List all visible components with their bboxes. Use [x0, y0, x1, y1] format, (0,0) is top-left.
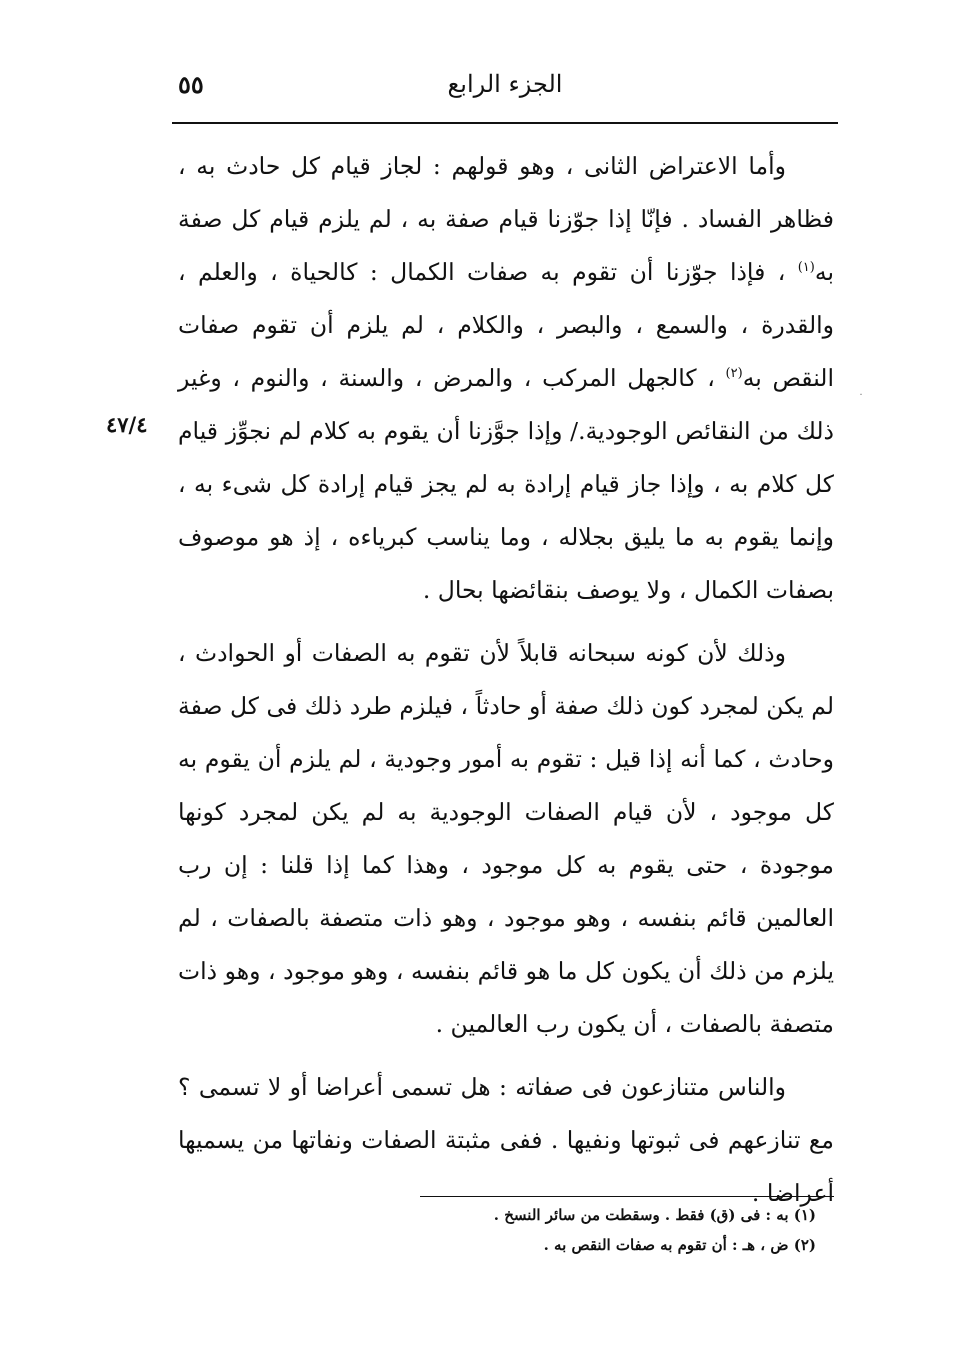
- footnote-ref-1: (١): [797, 260, 815, 276]
- running-title: الجزء الرابع: [447, 70, 563, 98]
- page-number: ٥٥: [178, 70, 204, 99]
- page-header: [170, 62, 840, 112]
- paragraph-2: وذلك لأن كونه سبحانه قابلاً لأن تقوم به الصفات أو الحوادث ، لم يكن لمجرد كون ذلك صفة أو حادثاً ، فيلزم طرد ذلك فى كل صفة وحادث ، كما أنه إذا قيل : تقوم به أمور وجودية ، لم يلزم أن يقوم به كل موجود ، لأن قيام الصفات الوجودية به لم يكن لمجرد كونها موجودة ، حتى يقوم به كل موجود ، وهذا كما إذا قلنا : إن رب العالمين قائم بنفسه ، وهو موجود ، وهو ذات متصفة بالصفات ، لم يلزم من ذلك أن يكون كل ما هو قائم بنفسه ، وهو موجود ، وهو ذات متصفة بالصفات ، أن يكون رب العالمين .: [178, 639, 834, 1038]
- footnote-1: (١) به : فى (ق) فقط . وسقطت من سائر النسخ .: [493, 1206, 816, 1224]
- paragraph-3: والناس متنازعون فى صفاته : هل تسمى أعراضا أو لا تسمى ؟ مع تنازعهم فى ثبوتها ونفيها . ففى مثبتة الصفات ونفاتها من يسميها أعراضا .: [178, 1073, 834, 1207]
- header-rule: [172, 122, 838, 124]
- paragraph-1: [178, 140, 834, 617]
- margin-reference-note: ٤٧/٤: [106, 412, 148, 437]
- paragraph-1-text-a: وأما الاعتراض الثانى ، وهو قولهم : لجاز قيام كل حادث به ، فظاهر الفساد . فإنّا إذا جوّزنا قيام صفة به ، لم يلزم قيام كل صفة به: [178, 152, 834, 286]
- body-text: [178, 140, 834, 1230]
- paragraph-1-text-c: ، كالجهل المركب ، والمرض ، والسنة ، والنوم ، وغير ذلك من النقائص الوجودية./ وإذا جوَّزنا أن يقوم به كلام لم نجوِّز قيام كل كلام به ، وإذا جاز قيام إرادة به لم يجز قيام إرادة كل شىء به ، وإنما يقوم به ما يليق بجلاله ، وما يناسب كبرياءه ، إذ هو موصوف بصفات الكمال ، ولا يوصف بنقائضها بحال .: [178, 364, 834, 604]
- paragraph-1-text-b: ، فإذا جوّزنا أن تقوم به صفات الكمال : كالحياة ، والعلم ، والقدرة ، والسمع ، والبصر ، والكلام ، لم يلزم أن تقوم صفات النقص به: [178, 258, 834, 392]
- footnotes: [360, 1200, 816, 1260]
- footnote-2: (٢) ض ، هـ : أن تقوم به صفات النقص به .: [543, 1236, 816, 1254]
- footnote-ref-2: (٢): [725, 366, 743, 382]
- footnote-rule: [420, 1196, 834, 1197]
- margin-tick-mark: ˙: [858, 392, 864, 406]
